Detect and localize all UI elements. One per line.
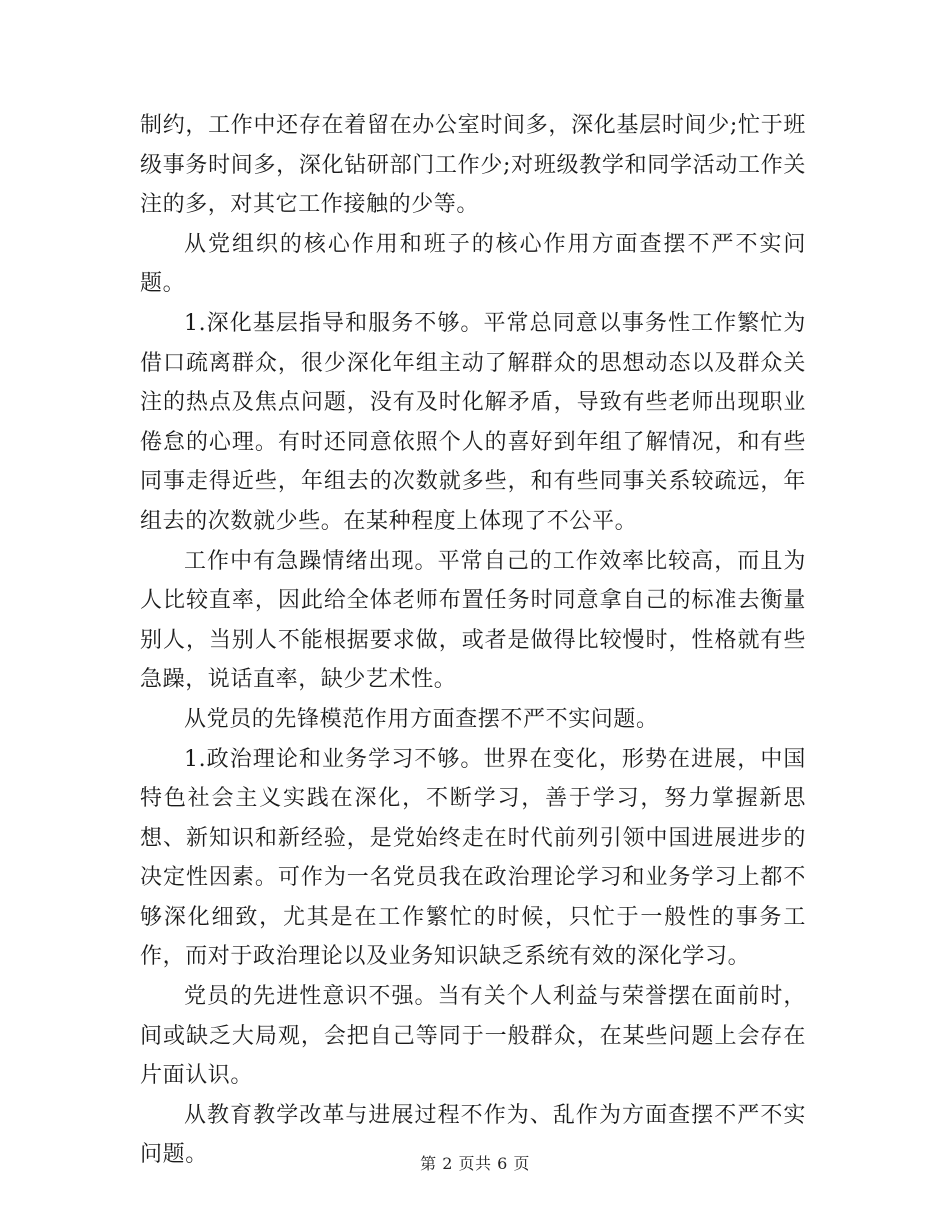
paragraph-7: 党员的先进性意识不强。当有关个人利益与荣誉摆在面前时，间或缺乏大局观，会把自己等同于一般群众，在某些问题上会存在片面认识。: [140, 984, 806, 1089]
paragraph-2: 从党组织的核心作用和班子的核心作用方面查摆不严不实问题。: [140, 231, 806, 297]
paragraph-8: 从教育教学改革与进展过程不作为、乱作为方面查摆不严不实问题。: [140, 1102, 806, 1168]
paragraph-3: 1.深化基层指导和服务不够。平常总同意以事务性工作繁忙为借口疏离群众，很少深化年组主动了解群众的思想动态以及群众关注的热点及焦点问题，没有及时化解矛盾，导致有些老师出现职业倦怠的心理。有时还同意依照个人的喜好到年组了解情况，和有些同事走得近些，年组去的次数就多些，和有些同事关系较疏远，年组去的次数就少些。在某种程度上体现了不公平。: [140, 310, 806, 534]
paragraph-5: 从党员的先锋模范作用方面查摆不严不实问题。: [184, 706, 659, 732]
paragraph-1: 制约，工作中还存在着留在办公室时间多，深化基层时间少;忙于班级事务时间多，深化钻研部门工作少;对班级教学和同学活动工作关注的多，对其它工作接触的少等。: [140, 113, 806, 218]
paragraph-6: 1.政治理论和业务学习不够。世界在变化，形势在进展，中国特色社会主义实践在深化，不断学习，善于学习，努力掌握新思想、新知识和新经验，是党始终走在时代前列引领中国进展进步的决定性因素。可作为一名党员我在政治理论学习和业务学习上都不够深化细致，尤其是在工作繁忙的时候，只忙于一般性的事务工作，而对于政治理论以及业务知识缺乏系统有效的深化学习。: [140, 746, 806, 970]
paragraph-4: 工作中有急躁情绪出现。平常自己的工作效率比较高，而且为人比较直率，因此给全体老师布置任务时同意拿自己的标准去衡量别人，当别人不能根据要求做，或者是做得比较慢时，性格就有些急躁，说话直率，缺少艺术性。: [140, 548, 806, 693]
document-body: [140, 106, 806, 1175]
page-footer: 第 2 页共 6 页: [420, 1154, 530, 1173]
